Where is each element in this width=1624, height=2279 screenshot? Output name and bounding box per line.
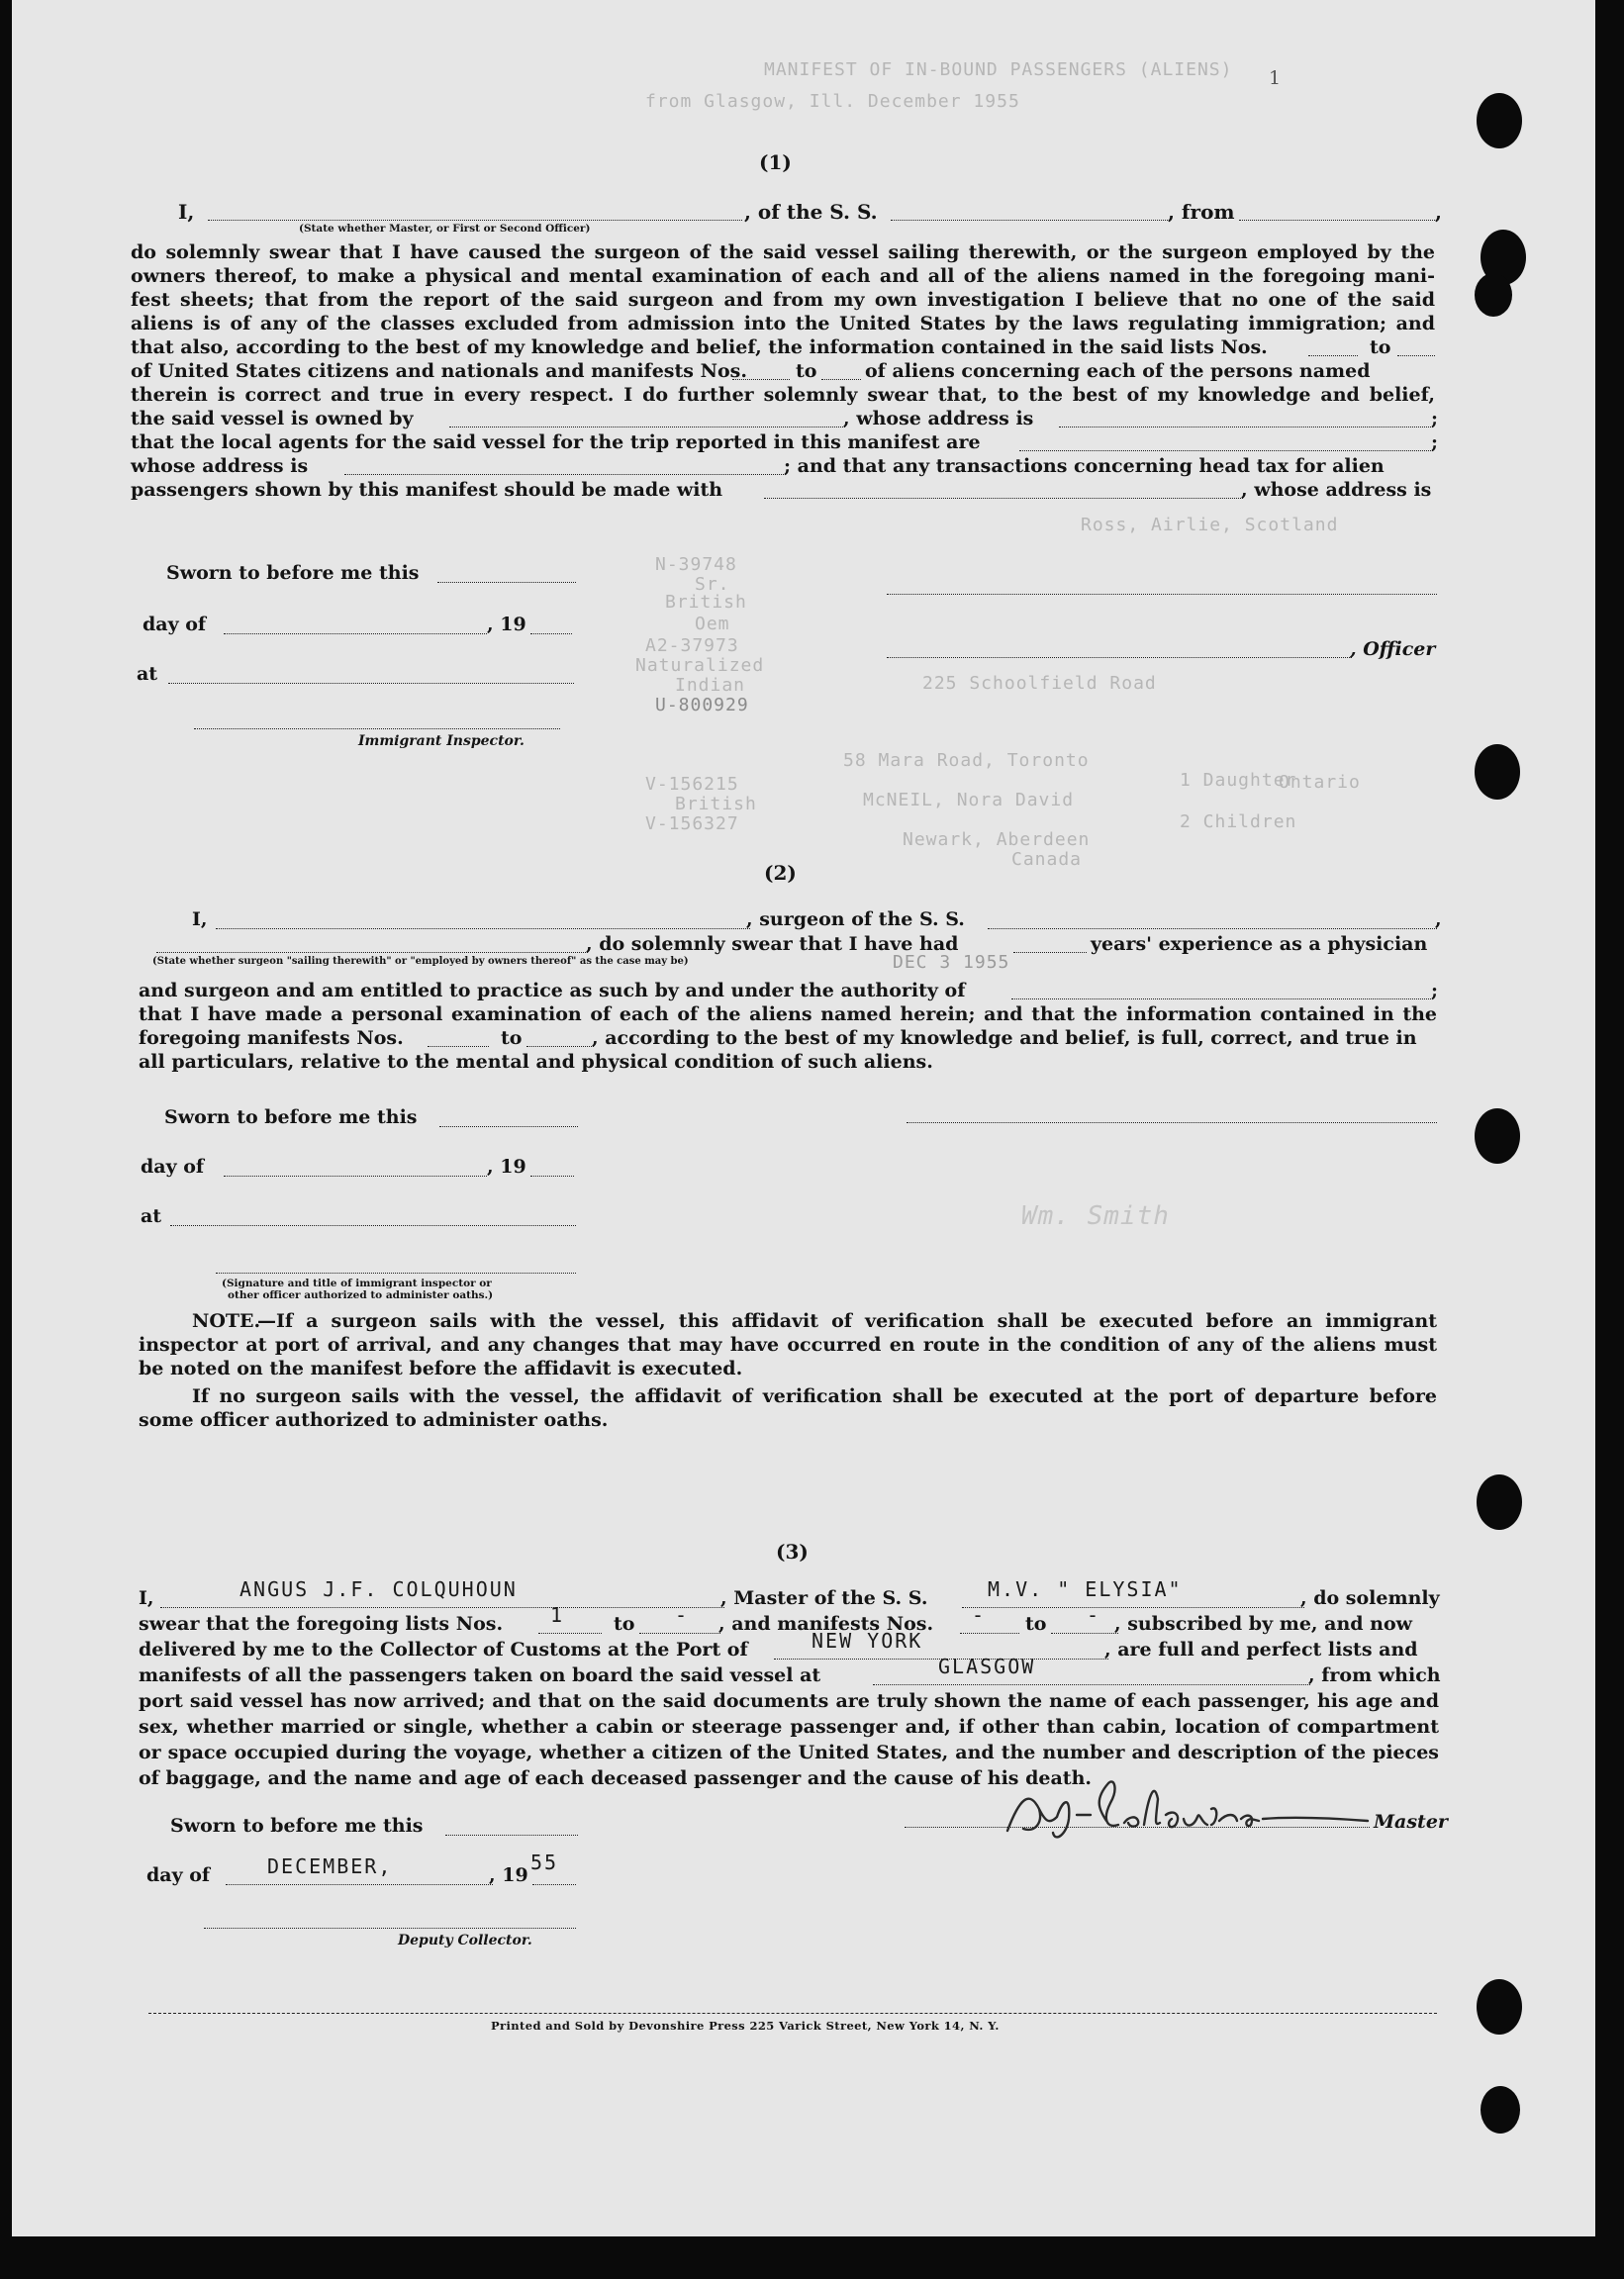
day-label: day of — [146, 1864, 211, 1886]
day-label: day of — [141, 1156, 205, 1178]
signature-field[interactable] — [887, 594, 1437, 595]
vessel-field[interactable]: M.V. " ELYSIA" — [988, 1577, 1183, 1601]
year-label: , 19 — [489, 1864, 528, 1886]
surgeon-signature-field[interactable] — [907, 1122, 1437, 1123]
agents-address-field[interactable] — [344, 474, 786, 475]
manifest-from-field[interactable]: - — [972, 1603, 987, 1627]
paragraph-line: do solemnly swear that I have caused the surgeon of the said vessel sailing therewith, or the surgeon employed by the — [131, 241, 1435, 263]
sworn-field[interactable] — [437, 582, 576, 583]
manifest-from-field[interactable] — [732, 379, 790, 380]
day-line — [226, 1884, 493, 1885]
paragraph-line: of aliens concerning each of the persons named — [865, 360, 1371, 382]
day-field[interactable] — [224, 633, 487, 634]
from-port-field[interactable] — [1239, 220, 1435, 221]
punch-hole — [1477, 1979, 1522, 2035]
text: , surgeon of the S. S. — [746, 908, 965, 930]
bleed-text: Wm. Smith — [1021, 1201, 1170, 1231]
paragraph-line: that the local agents for the said vessel for the trip reported in this manifest are — [131, 431, 981, 453]
paragraph-line: , whose address is — [1241, 479, 1432, 501]
text: , from which — [1308, 1664, 1441, 1686]
manifest-to-line — [1051, 1633, 1118, 1634]
vessel-line — [962, 1607, 1304, 1608]
bleed-text: from Glasgow, Ill. December 1955 — [645, 91, 1020, 112]
surgeon-status-field[interactable] — [156, 952, 588, 953]
note-line: —If a surgeon sails with the vessel, this affidavit of verification shall be executed before an immigrant — [257, 1310, 1437, 1332]
manifest-from-line — [960, 1633, 1019, 1634]
paragraph-line: foregoing manifests Nos. — [139, 1027, 404, 1049]
inspector-label: Immigrant Inspector. — [358, 733, 525, 749]
text: , from — [1168, 200, 1235, 224]
years-field[interactable] — [1013, 952, 1087, 953]
sworn-field[interactable] — [439, 1126, 578, 1127]
officer-name-field[interactable] — [208, 220, 742, 221]
year-label: , 19 — [487, 1156, 526, 1178]
manifest-page: MANIFEST OF IN-BOUND PASSENGERS (ALIENS) from Glasgow, Ill. December 1955 Ross, Airlie, Scotland N-39748 Sr. British Oem A2-37973 Naturalized Indian U-800929 V-156215 British V-156327 225 Schoolfield Road 58 Mara Road, Toronto McNEIL, Nora David Newark, Aberdeen Canada 1 Daughter 2 Children Ontario DEC 3 1955 Wm. Smith 1 (1) I, , of the S. S. , from , (State whether Master, or First or Second Officer) do solemnly swear that I have caused the surgeon of the said vessel sailing therewith, or the surgeon employed by the owners thereof, to make a physical and mental examination of each and all of the aliens named in the foregoing mani- fest sheets; that from the report of the said surgeon and from my own investigation I believe that no one of the said aliens is of any of the classes excluded from admission into the United States by the laws regulating immigration; and that also, according to the best of my knowledge and belief, the information contained in the said lists Nos. to of United States citizens and nationals and manifests Nos. to of aliens concerning each of the persons named therein is correct and true in every respect. I do further solemnly swear that, to the best of my knowledge and belief, the said vessel is owned by , whose address is ; that the local agents for the said vessel for the trip reported in this manifest are ; whose address is ; and that any transactions concerning head tax for alien passengers shown by this manifest should be made with , whose address is Sworn to before me this day of , 19 , Officer at Immigrant Inspector. (2) I, , surgeon of the S. S. , , do solemnly swear that I have had years' experience as a physician (State whether surgeon "sailing therewith" or "employed by owners thereof" as the case may be) and surgeon and am entitled to practice as such by and under the authority of ; that I have made a personal examination of each of the aliens named herein; and that the information contained in the foregoing manifests Nos. to , according to the best of my knowledge and belief, is full, correct, and true in all particulars, relative to the mental and physical condition of such aliens. Sworn to before me this day of , 19 at (Signature and title of immigrant inspector or other officer authorized to administer oaths.) NOTE. —If a surgeon sails with the vessel, this affidavit of verification shall be executed before an immigrant inspector at port of arrival, and any changes that may have occurred en route in the condition of any of the aliens must be noted on the manifest before the affidavit is executed. If no surgeon sails with the vessel, the affidavit of verification shall be executed at the port of departure before some officer authorized to administer oaths. (3) I, ANGUS J.F. COLQUHOUN , Master of the S. S. M.V. " ELYSIA" , do solemnly swear that the foregoing lists Nos. 1 to - , and manifests Nos. - to - , subscribed by me, and now delivered by me to the Collector of Customs at the Port of NEW YORK , are full and perfect lists and manifests of all the passengers taken on board the said vessel at GLASGOW , from which port said vessel has now arrived; and that on the said documents are truly shown the name of each passenger, his age and sex, whether married or single, whether a cabin or steerage passenger and, if other than cabin, location of compartment or space occupied during the voyage, whether a citizen of the United States, and the number and description of the pieces of baggage, and the name and age of each deceased passenger and the cause of his death. Sworn to before me this Master day of DECEMBER, , 19 55 Deputy Collector. Printed and Sold by Devonshire Press 225 Varick Street, New York 14, N. Y. — [12, 0, 1595, 2236]
manifest-to-field[interactable] — [821, 379, 861, 380]
text: , Master of the S. S. — [720, 1587, 928, 1609]
officer-note: (State whether Master, or First or Second Officer) — [299, 223, 591, 235]
punch-hole — [1475, 744, 1520, 800]
text: to — [1025, 1613, 1047, 1635]
vessel-name-field[interactable] — [891, 220, 1168, 221]
bleed-text: DEC 3 1955 — [893, 952, 1010, 973]
paragraph-line: all particulars, relative to the mental and physical condition of such aliens. — [139, 1051, 933, 1073]
at-label: at — [141, 1205, 162, 1227]
paragraph-line: , according to the best of my knowledge and belief, is full, correct, and true in — [592, 1027, 1417, 1049]
inspector-signature-field[interactable] — [194, 728, 560, 729]
punch-hole — [1475, 273, 1512, 317]
note-line: inspector at port of arrival, and any changes that may have occurred en route in the condition of any of the aliens must — [139, 1334, 1437, 1356]
text: I, — [178, 200, 195, 224]
text: , and manifests Nos. — [718, 1613, 934, 1635]
signature-note: (Signature and title of immigrant inspector or — [222, 1278, 492, 1289]
departure-line — [873, 1684, 1310, 1685]
text: to — [796, 360, 817, 382]
master-label: Master — [1374, 1811, 1448, 1833]
note-line: be noted on the manifest before the affidavit is executed. — [139, 1358, 743, 1379]
note-line: some officer authorized to administer oaths. — [139, 1409, 609, 1431]
bleed-text: McNEIL, Nora David — [863, 790, 1075, 810]
bleed-text: V-156327 — [645, 813, 739, 834]
surgeon-manifest-to-field[interactable] — [526, 1046, 594, 1047]
agents-field[interactable] — [1019, 450, 1433, 451]
section-number: (3) — [776, 1540, 809, 1564]
paragraph-line: therein is correct and true in every respect. I do further solemnly swear that, to the best of my knowledge and belief, — [131, 384, 1435, 406]
bleed-text: British — [665, 592, 747, 613]
paragraph-line: delivered by me to the Collector of Customs at the Port of — [139, 1639, 748, 1661]
list-to-field[interactable] — [1397, 355, 1435, 356]
bleed-text: 58 Mara Road, Toronto — [843, 750, 1090, 771]
day-label: day of — [143, 614, 207, 635]
section-number: (2) — [764, 861, 797, 885]
punch-hole — [1475, 1108, 1520, 1164]
list-from-field[interactable]: 1 — [550, 1603, 565, 1627]
section-number: (1) — [759, 150, 792, 174]
deputy-label: Deputy Collector. — [398, 1933, 532, 1948]
bleed-text: 2 Children — [1180, 811, 1297, 832]
bleed-text: 1 Daughter — [1180, 770, 1297, 791]
day-field[interactable]: DECEMBER, — [267, 1854, 393, 1878]
text: to — [614, 1613, 635, 1635]
port-field[interactable]: NEW YORK — [812, 1629, 923, 1653]
paragraph-line: and surgeon and am entitled to practice as such by and under the authority of — [139, 980, 966, 1001]
paragraph-line: aliens is of any of the classes excluded from admission into the United States by the laws regulating immigration; and — [131, 313, 1435, 334]
bleed-text: MANIFEST OF IN-BOUND PASSENGERS (ALIENS) — [764, 59, 1233, 80]
sworn-label: Sworn to before me this — [170, 1815, 424, 1837]
paragraph-line: manifests of all the passengers taken on board the said vessel at — [139, 1664, 821, 1686]
at-field[interactable] — [170, 1225, 576, 1226]
bleed-text: Sr. — [695, 574, 730, 595]
paragraph-line: of baggage, and the name and age of each deceased passenger and the cause of his death. — [139, 1767, 1092, 1789]
text: I, — [139, 1587, 154, 1609]
punch-hole — [1481, 2086, 1520, 2134]
bleed-text: Naturalized — [635, 655, 765, 676]
bleed-text: British — [675, 794, 757, 814]
text: , of the S. S. — [744, 200, 878, 224]
paragraph-line: of United States citizens and nationals and manifests Nos. — [131, 360, 747, 382]
list-to-field[interactable]: - — [675, 1603, 690, 1627]
bleed-text: A2-37973 — [645, 635, 739, 656]
bleed-text: Indian — [675, 675, 746, 696]
officer-signature-field[interactable] — [887, 657, 1352, 658]
officer-label: , Officer — [1350, 638, 1436, 660]
surgeon-manifest-from-field[interactable] — [428, 1046, 489, 1047]
inspector-signature-field[interactable] — [216, 1273, 576, 1274]
bleed-text: N-39748 — [655, 554, 737, 575]
paragraph-line: passengers shown by this manifest should be made with — [131, 479, 723, 501]
sworn-label: Sworn to before me this — [166, 562, 420, 584]
paragraph-line: whose address is — [131, 455, 309, 477]
punch-hole — [1477, 93, 1522, 148]
text: , are full and perfect lists and — [1104, 1639, 1418, 1661]
list-to-line — [639, 1633, 720, 1634]
paragraph-line: that I have made a personal examination of each of the aliens named herein; and that the information contained in the — [139, 1003, 1437, 1025]
deputy-signature-field[interactable] — [204, 1928, 576, 1929]
at-label: at — [137, 663, 158, 685]
text: , do solemnly swear that I have had — [586, 933, 959, 955]
text: I, — [192, 908, 208, 930]
text: , whose address is — [843, 408, 1034, 429]
year-line — [532, 1884, 576, 1885]
year-label: , 19 — [487, 614, 526, 635]
bleed-text: U-800929 — [655, 695, 749, 715]
surgeon-note: (State whether surgeon "sailing therewith" or "employed by owners thereof" as the case may be) — [152, 956, 689, 967]
year-field[interactable] — [530, 1176, 574, 1177]
master-name-line — [160, 1607, 724, 1608]
paragraph-line: or space occupied during the voyage, whether a citizen of the United States, and the number and description of the pieces — [139, 1742, 1439, 1763]
footer-rule — [148, 2013, 1437, 2014]
text: years' experience as a physician — [1091, 933, 1428, 955]
surgeon-name-field[interactable] — [216, 928, 750, 929]
paragraph-line: sex, whether married or single, whether a cabin or steerage passenger and, if other than cabin, location of compartment — [139, 1716, 1439, 1738]
sworn-field[interactable] — [445, 1835, 578, 1836]
page-number: 1 — [1269, 67, 1282, 89]
note-label: NOTE. — [192, 1310, 261, 1332]
paragraph-line: that also, according to the best of my knowledge and belief, the information contained in the said lists Nos. — [131, 336, 1268, 358]
year-field[interactable]: 55 — [530, 1851, 559, 1874]
bleed-text: Canada — [1011, 849, 1083, 870]
text: , do solemnly — [1300, 1587, 1440, 1609]
bleed-text: Ontario — [1279, 772, 1361, 793]
manifest-to-field[interactable]: - — [1087, 1603, 1101, 1627]
master-name-field[interactable]: ANGUS J.F. COLQUHOUN — [239, 1577, 518, 1601]
bleed-text: V-156215 — [645, 774, 739, 795]
paragraph-line: swear that the foregoing lists Nos. — [139, 1613, 504, 1635]
text: to — [501, 1027, 523, 1049]
authority-field[interactable] — [1011, 998, 1431, 999]
paragraph-line: the said vessel is owned by — [131, 408, 414, 429]
list-from-line — [538, 1633, 602, 1634]
list-from-field[interactable] — [1308, 355, 1358, 356]
paragraph-line: fest sheets; that from the report of the said surgeon and from my own investigation I believe that no one of the said — [131, 289, 1435, 311]
at-field[interactable] — [168, 683, 574, 684]
departure-field[interactable]: GLASGOW — [938, 1655, 1036, 1678]
bleed-text: Newark, Aberdeen — [903, 829, 1091, 850]
surgeon-vessel-field[interactable] — [988, 928, 1437, 929]
bleed-text: Ross, Airlie, Scotland — [1081, 515, 1339, 535]
text: , subscribed by me, and now — [1114, 1613, 1413, 1635]
printer-imprint: Printed and Sold by Devonshire Press 225 Varick Street, New York 14, N. Y. — [491, 2019, 1000, 2033]
sworn-label: Sworn to before me this — [164, 1106, 418, 1128]
note-line: If no surgeon sails with the vessel, the affidavit of verification shall be executed at the port of departure before — [192, 1385, 1437, 1407]
year-field[interactable] — [530, 633, 572, 634]
bleed-text: Oem — [695, 614, 730, 634]
punch-hole — [1477, 1474, 1522, 1530]
head-tax-field[interactable] — [764, 498, 1243, 499]
bleed-text: 225 Schoolfield Road — [922, 673, 1157, 694]
paragraph-line: owners thereof, to make a physical and mental examination of each and all of the aliens named in the foregoing mani- — [131, 265, 1435, 287]
text: to — [1370, 336, 1391, 358]
paragraph-line: ; and that any transactions concerning head tax for alien — [784, 455, 1385, 477]
master-signature — [1000, 1769, 1376, 1849]
signature-note: other officer authorized to administer oaths.) — [228, 1289, 494, 1301]
day-field[interactable] — [224, 1176, 487, 1177]
paragraph-line: port said vessel has now arrived; and that on the said documents are truly shown the name of each passenger, his age and — [139, 1690, 1439, 1712]
